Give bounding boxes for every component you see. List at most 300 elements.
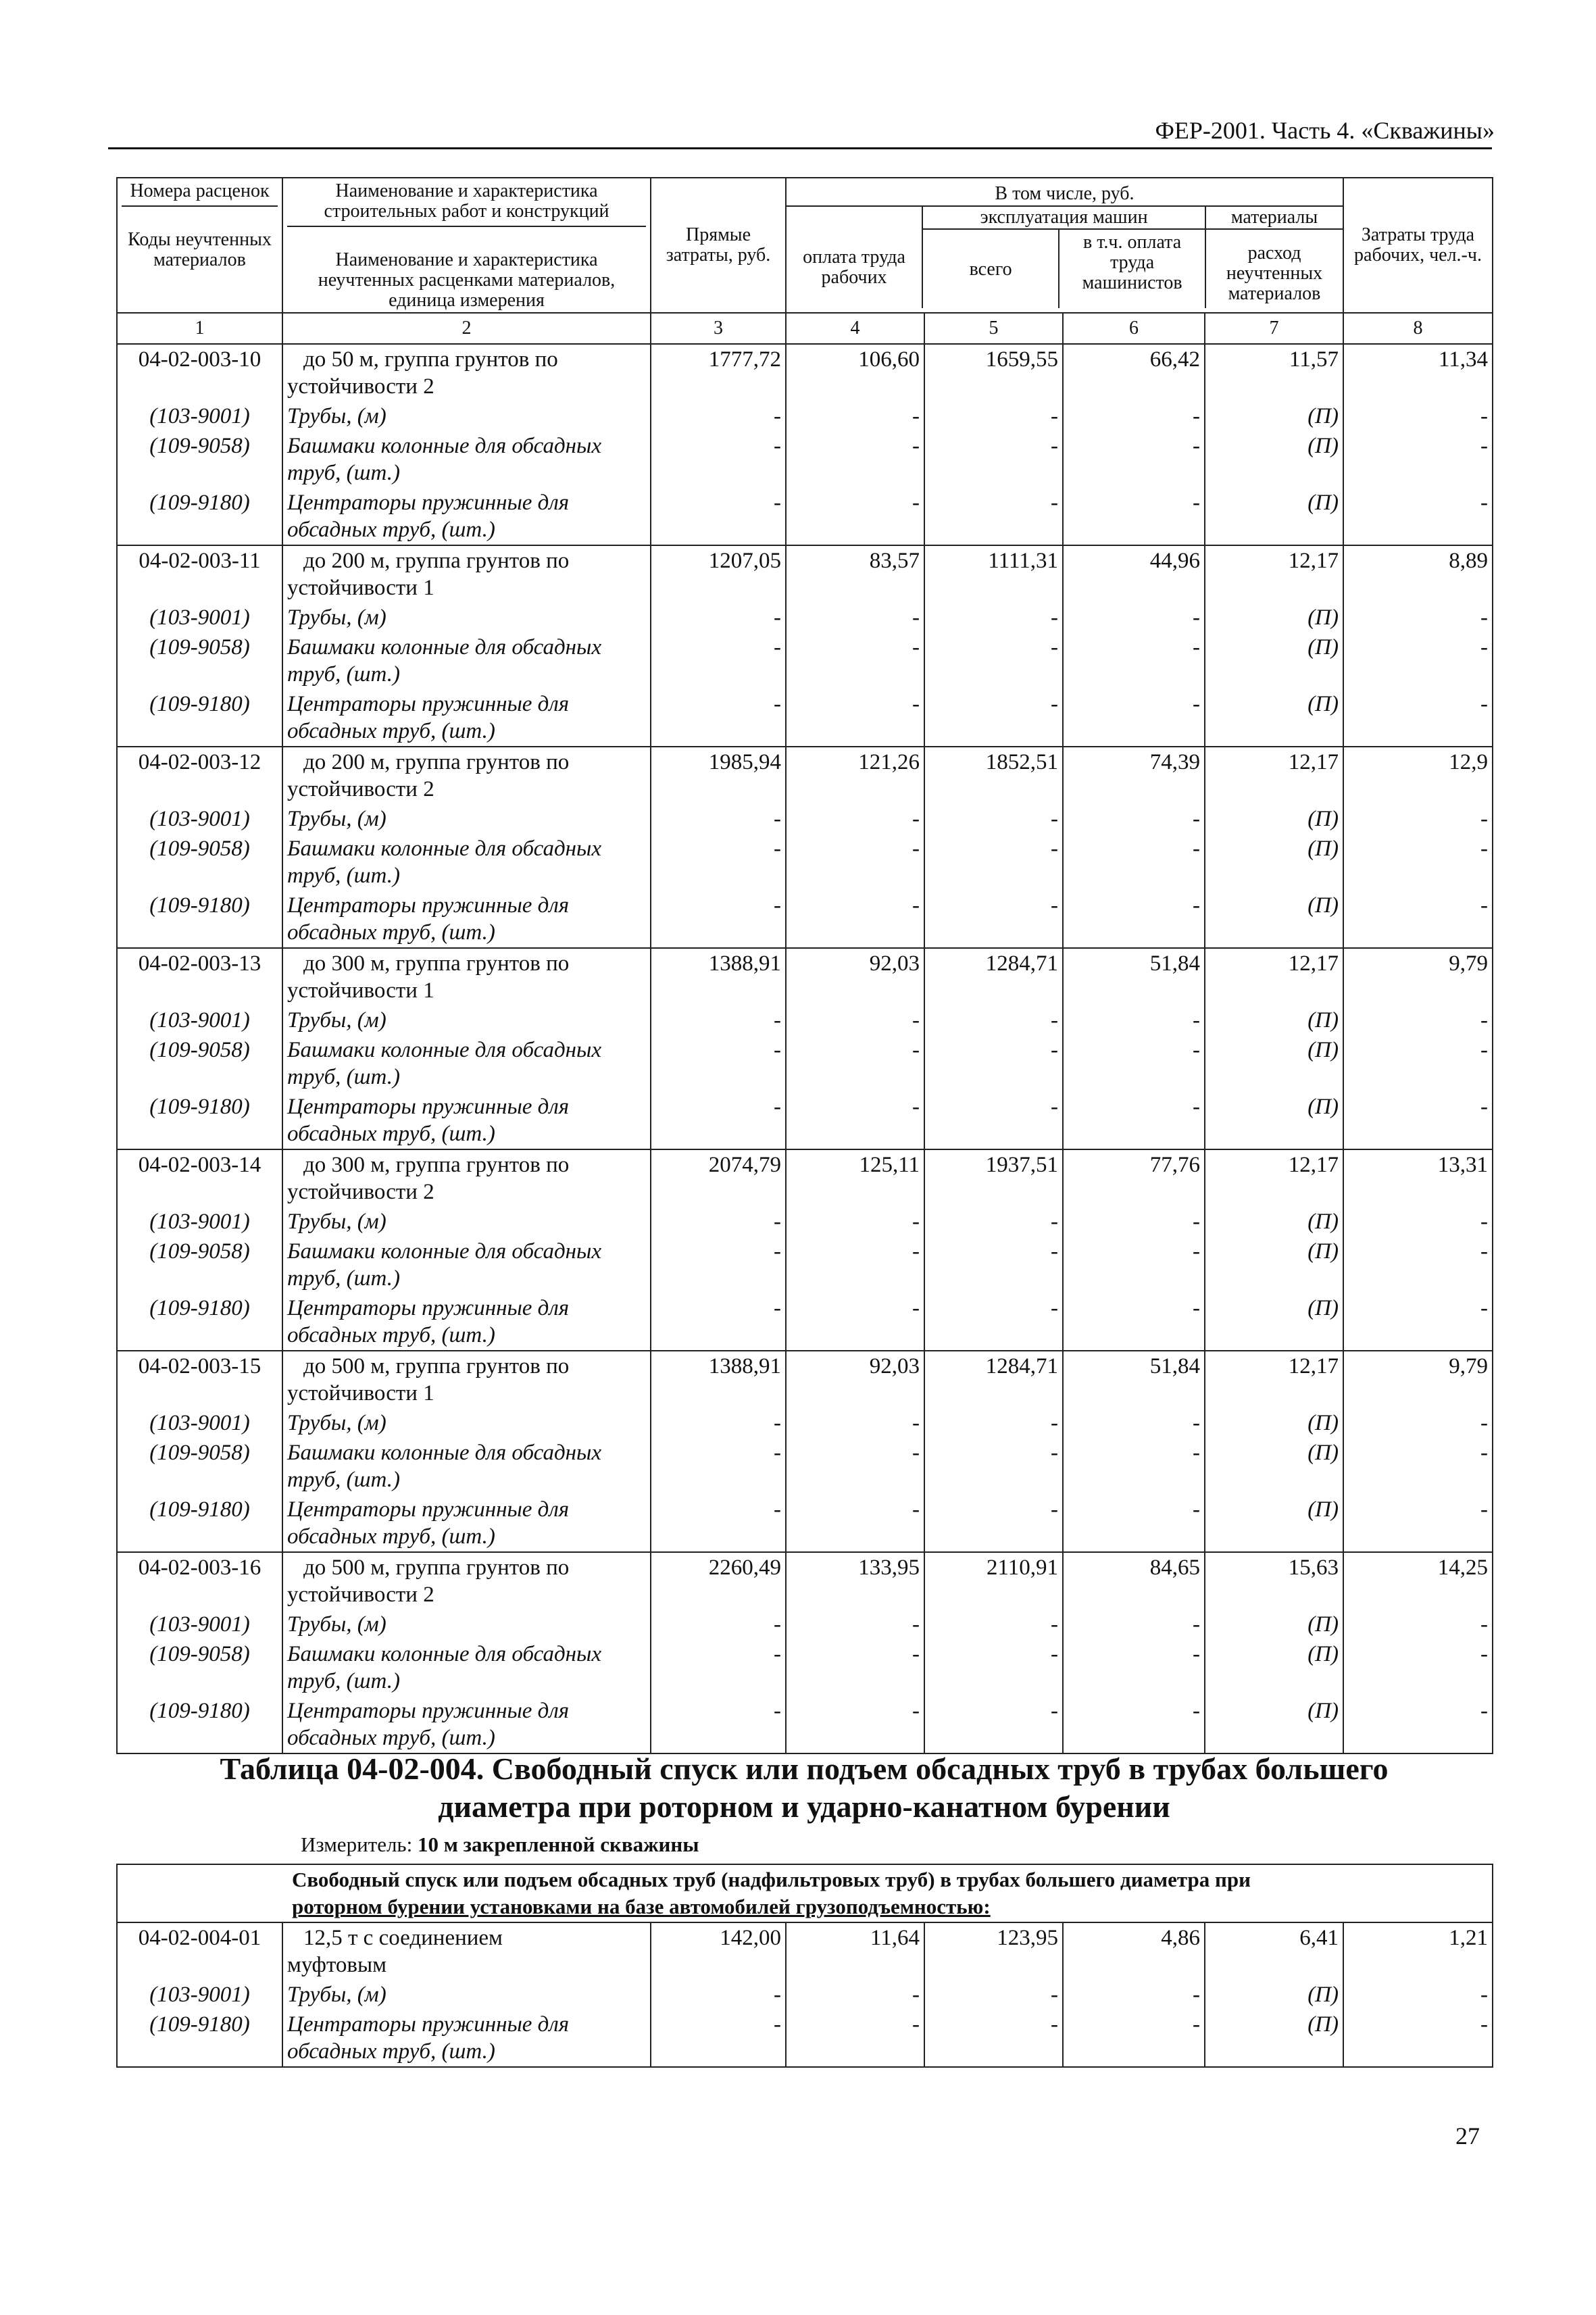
direct-cost: 1388,91 (651, 1351, 786, 1408)
table2-measure (301, 1833, 699, 1857)
table2-material-row (117, 1980, 1493, 2010)
dash-cell: - (924, 1237, 1063, 1293)
material-code: (109-9058) (117, 1237, 282, 1293)
rate-5-main-row (117, 1149, 1493, 1207)
dash-cell: - (1343, 1092, 1493, 1149)
dash-cell: - (786, 1495, 924, 1552)
rate-code: 04-02-003-10 (117, 344, 282, 401)
dash-cell: - (786, 401, 924, 431)
labor-hours: 13,31 (1343, 1149, 1493, 1207)
dash-cell: - (924, 1696, 1063, 1753)
rate-1-main-row (117, 344, 1493, 401)
table2-body (117, 1864, 1493, 2067)
material-code: (109-9180) (117, 1293, 282, 1351)
dash-cell: - (1063, 1035, 1205, 1092)
machines-total: 2110,91 (924, 1552, 1063, 1610)
material-name-line: Центраторы пружинные для (287, 1699, 570, 1723)
colnum-3: 3 (651, 313, 786, 344)
material-name (282, 834, 651, 891)
dash-cell: - (924, 1980, 1063, 2010)
dash-cell: - (924, 488, 1063, 545)
header-codes (117, 178, 282, 313)
p-mark-cell: (П) (1205, 2010, 1343, 2067)
dash-cell: - (1063, 1610, 1205, 1639)
rate-name-line1: до 500 м, группа грунтов по (303, 1354, 570, 1378)
p-mark-cell: (П) (1205, 1639, 1343, 1696)
p-mark-cell: (П) (1205, 401, 1343, 431)
material-code: (103-9001) (117, 603, 282, 632)
p-mark-cell: (П) (1205, 1610, 1343, 1639)
rate-name-line1: до 500 м, группа грунтов по (303, 1555, 570, 1580)
p-mark-cell: (П) (1205, 804, 1343, 834)
material-name-line: обсадных труб, (шт.) (287, 518, 495, 542)
materials: 11,57 (1205, 344, 1343, 401)
machines-labor: 4,86 (1063, 1922, 1205, 1980)
rate-5-material-row (117, 1237, 1493, 1293)
dash-cell: - (651, 834, 786, 891)
material-name-line: Трубы, (м) (287, 1411, 386, 1435)
material-name (282, 1293, 651, 1351)
labor-hours: 1,21 (1343, 1922, 1493, 1980)
dash-cell: - (1063, 804, 1205, 834)
rate-6-material-row (117, 1438, 1493, 1495)
dash-cell: - (1063, 1005, 1205, 1035)
dash-cell: - (786, 1696, 924, 1753)
dash-cell: - (651, 1639, 786, 1696)
rate-name-line1: до 300 м, группа грунтов по (303, 951, 570, 976)
dash-cell: - (1063, 488, 1205, 545)
material-name (282, 804, 651, 834)
dash-cell: - (924, 804, 1063, 834)
dash-cell: - (786, 2010, 924, 2067)
machines-total: 1111,31 (924, 545, 1063, 603)
material-name-line: Центраторы пружинные для (287, 692, 570, 716)
material-name-line: Центраторы пружинные для (287, 1296, 570, 1320)
table2-main-row (117, 1922, 1493, 1980)
dash-cell: - (1343, 431, 1493, 488)
dash-cell: - (651, 632, 786, 689)
dash-cell: - (1343, 401, 1493, 431)
table2-title (116, 1750, 1492, 1826)
rate-name-line2: устойчивости 1 (287, 978, 434, 1003)
material-name-line: Трубы, (м) (287, 807, 386, 831)
material-code: (109-9180) (117, 891, 282, 948)
labor-hours: 9,79 (1343, 1351, 1493, 1408)
material-name-line: труб, (шт.) (287, 1669, 401, 1693)
p-mark-cell: (П) (1205, 1696, 1343, 1753)
direct-cost: 142,00 (651, 1922, 786, 1980)
dash-cell: - (651, 1408, 786, 1438)
dash-cell: - (1343, 1035, 1493, 1092)
dash-cell: - (786, 1207, 924, 1237)
dash-cell: - (1063, 401, 1205, 431)
materials: 12,17 (1205, 1351, 1343, 1408)
machines-labor: 74,39 (1063, 747, 1205, 804)
rates-body (117, 344, 1493, 1753)
machines-total: 1659,55 (924, 344, 1063, 401)
dash-cell: - (924, 603, 1063, 632)
dash-cell: - (786, 488, 924, 545)
dash-cell: - (1063, 1092, 1205, 1149)
dash-cell: - (1063, 891, 1205, 948)
dash-cell: - (1063, 1495, 1205, 1552)
material-name-line: труб, (шт.) (287, 1468, 401, 1492)
material-name-line: Центраторы пружинные для (287, 491, 570, 515)
dash-cell: - (786, 689, 924, 747)
material-name-line: труб, (шт.) (287, 662, 401, 687)
labor-hours: 9,79 (1343, 948, 1493, 1005)
machines-labor: 77,76 (1063, 1149, 1205, 1207)
header-materials: материалы (1206, 207, 1343, 230)
dash-cell: - (924, 689, 1063, 747)
material-name (282, 891, 651, 948)
header-machines-incl: в т.ч. оплата труда машинистов (1082, 232, 1182, 293)
material-name-line: Трубы, (м) (287, 404, 386, 428)
dash-cell: - (1343, 804, 1493, 834)
page-number: 27 (1455, 2122, 1480, 2149)
direct-cost: 1777,72 (651, 344, 786, 401)
dash-cell: - (786, 431, 924, 488)
header-direct: Прямые затраты, руб. (651, 178, 786, 313)
materials: 12,17 (1205, 948, 1343, 1005)
p-mark-cell: (П) (1205, 1980, 1343, 2010)
dash-cell: - (1063, 1696, 1205, 1753)
rate-name-line1: до 200 м, группа грунтов по (303, 750, 570, 774)
machines-labor: 51,84 (1063, 948, 1205, 1005)
material-code: (103-9001) (117, 1005, 282, 1035)
measure-label: Измеритель: (301, 1833, 413, 1856)
machines-labor: 66,42 (1063, 344, 1205, 401)
dash-cell: - (1343, 1408, 1493, 1438)
dash-cell: - (1063, 1207, 1205, 1237)
table2-section-head (117, 1864, 1493, 1922)
material-name (282, 1438, 651, 1495)
dash-cell: - (651, 1293, 786, 1351)
header-incl: В том числе, руб. (787, 182, 1343, 207)
section-line2: роторном бурении установками на базе автомобилей грузоподъемностью: (292, 1895, 991, 1918)
dash-cell: - (1343, 1207, 1493, 1237)
material-name-line: Башмаки колонные для обсадных (287, 837, 602, 861)
rate-code: 04-02-003-11 (117, 545, 282, 603)
header-labor-pay: оплата труда рабочих (787, 207, 923, 308)
materials: 6,41 (1205, 1922, 1343, 1980)
rate-name-line2: устойчивости 2 (287, 1583, 434, 1607)
labor-hours: 11,34 (1343, 344, 1493, 401)
material-name-line: обсадных труб, (шт.) (287, 719, 495, 743)
table2-title-line1: Таблица 04-02-004. Свободный спуск или подъем обсадных труб в трубах большего (220, 1751, 1389, 1786)
material-name-line: Центраторы пружинные для (287, 1095, 570, 1119)
dash-cell: - (1063, 1293, 1205, 1351)
material-name-line: Трубы, (м) (287, 1008, 386, 1032)
rate-6-material-row (117, 1495, 1493, 1552)
dash-cell: - (651, 1237, 786, 1293)
dash-cell: - (651, 1092, 786, 1149)
rate-name-line2: устойчивости 2 (287, 777, 434, 801)
dash-cell: - (651, 401, 786, 431)
material-name (282, 1005, 651, 1035)
rate-code: 04-02-003-14 (117, 1149, 282, 1207)
dash-cell: - (786, 1610, 924, 1639)
machines-labor: 51,84 (1063, 1351, 1205, 1408)
material-name-line: Трубы, (м) (287, 605, 386, 630)
materials: 12,17 (1205, 1149, 1343, 1207)
material-code: (109-9180) (117, 488, 282, 545)
material-name (282, 1207, 651, 1237)
dash-cell: - (1343, 1980, 1493, 2010)
dash-cell: - (786, 1237, 924, 1293)
material-name-line: Башмаки колонные для обсадных (287, 1441, 602, 1465)
table2-title-line2: диаметра при роторном и ударно-канатном бурении (438, 1789, 1170, 1824)
dash-cell: - (1063, 431, 1205, 488)
material-name (282, 1980, 651, 2010)
rate-4-material-row (117, 1035, 1493, 1092)
rate-5-material-row (117, 1207, 1493, 1237)
dash-cell: - (1063, 1639, 1205, 1696)
rate-4-material-row (117, 1092, 1493, 1149)
rate-name-line2: устойчивости 2 (287, 1180, 434, 1204)
dash-cell: - (786, 603, 924, 632)
dash-cell: - (1343, 1639, 1493, 1696)
material-name-line: обсадных труб, (шт.) (287, 1524, 495, 1549)
dash-cell: - (924, 1408, 1063, 1438)
machines-total: 1937,51 (924, 1149, 1063, 1207)
rate-2-main-row (117, 545, 1493, 603)
running-header: ФЕР-2001. Часть 4. «Скважины» (1155, 117, 1495, 144)
dash-cell: - (1063, 1980, 1205, 2010)
dash-cell: - (1343, 603, 1493, 632)
p-mark-cell: (П) (1205, 488, 1343, 545)
dash-cell: - (924, 1438, 1063, 1495)
labor-pay: 83,57 (786, 545, 924, 603)
rate-name (282, 545, 651, 603)
dash-cell: - (786, 891, 924, 948)
header-col1-top: Номера расценок (122, 181, 278, 207)
material-code: (109-9058) (117, 1438, 282, 1495)
p-mark-cell: (П) (1205, 1207, 1343, 1237)
p-mark-cell: (П) (1205, 632, 1343, 689)
dash-cell: - (1343, 1438, 1493, 1495)
material-code: (109-9180) (117, 1092, 282, 1149)
labor-hours: 14,25 (1343, 1552, 1493, 1610)
rate-name (282, 948, 651, 1005)
material-name-line: Башмаки колонные для обсадных (287, 1642, 602, 1666)
machines-total: 123,95 (924, 1922, 1063, 1980)
dash-cell: - (651, 2010, 786, 2067)
rate-code: 04-02-003-15 (117, 1351, 282, 1408)
colnum-2: 2 (282, 313, 651, 344)
dash-cell: - (786, 1005, 924, 1035)
material-name-line: обсадных труб, (шт.) (287, 920, 495, 945)
direct-cost: 2074,79 (651, 1149, 786, 1207)
dash-cell: - (651, 1438, 786, 1495)
p-mark-cell: (П) (1205, 1092, 1343, 1149)
material-name (282, 632, 651, 689)
dash-cell: - (786, 804, 924, 834)
dash-cell: - (924, 1639, 1063, 1696)
material-code: (109-9180) (117, 689, 282, 747)
dash-cell: - (924, 1610, 1063, 1639)
material-name (282, 1237, 651, 1293)
material-name (282, 1092, 651, 1149)
labor-pay: 121,26 (786, 747, 924, 804)
material-name (282, 689, 651, 747)
direct-cost: 1985,94 (651, 747, 786, 804)
rate-6-main-row (117, 1351, 1493, 1408)
material-name (282, 1495, 651, 1552)
rate-name (282, 747, 651, 804)
material-name (282, 1639, 651, 1696)
dash-cell: - (924, 1035, 1063, 1092)
material-name (282, 488, 651, 545)
dash-cell: - (651, 891, 786, 948)
rate-6-material-row (117, 1408, 1493, 1438)
material-name-line: Центраторы пружинные для (287, 893, 570, 918)
direct-cost: 1388,91 (651, 948, 786, 1005)
rate-3-material-row (117, 834, 1493, 891)
dash-cell: - (651, 1495, 786, 1552)
dash-cell: - (1343, 1495, 1493, 1552)
p-mark-cell: (П) (1205, 1495, 1343, 1552)
material-name-line: труб, (шт.) (287, 461, 401, 485)
rate-3-main-row (117, 747, 1493, 804)
rate-name (282, 1922, 651, 1980)
rate-4-main-row (117, 948, 1493, 1005)
rate-code: 04-02-003-16 (117, 1552, 282, 1610)
material-code: (109-9180) (117, 2010, 282, 2067)
material-code: (109-9058) (117, 834, 282, 891)
dash-cell: - (786, 1438, 924, 1495)
direct-cost: 2260,49 (651, 1552, 786, 1610)
p-mark-cell: (П) (1205, 1408, 1343, 1438)
colnum-4: 4 (786, 313, 924, 344)
rate-name-line2: устойчивости 1 (287, 1381, 434, 1405)
dash-cell: - (1063, 1438, 1205, 1495)
header-incl-group (786, 178, 1343, 313)
header-labor-cost: Затраты труда рабочих, чел.-ч. (1343, 178, 1493, 313)
material-name (282, 401, 651, 431)
rate-name-line1: до 50 м, группа грунтов по (303, 347, 558, 372)
dash-cell: - (786, 632, 924, 689)
p-mark-cell: (П) (1205, 1438, 1343, 1495)
table2-material-row (117, 2010, 1493, 2067)
rate-1-material-row (117, 401, 1493, 431)
rate-name (282, 1552, 651, 1610)
header-names (282, 178, 651, 313)
machines-total: 1852,51 (924, 747, 1063, 804)
machines-labor: 84,65 (1063, 1552, 1205, 1610)
labor-pay: 92,03 (786, 1351, 924, 1408)
direct-cost: 1207,05 (651, 545, 786, 603)
dash-cell: - (1063, 1237, 1205, 1293)
dash-cell: - (1343, 834, 1493, 891)
rate-7-main-row (117, 1552, 1493, 1610)
dash-cell: - (1063, 2010, 1205, 2067)
material-code: (103-9001) (117, 1610, 282, 1639)
material-code: (109-9058) (117, 1035, 282, 1092)
dash-cell: - (651, 1207, 786, 1237)
material-code: (109-9180) (117, 1495, 282, 1552)
dash-cell: - (1063, 632, 1205, 689)
material-name-line: Трубы, (м) (287, 1210, 386, 1234)
labor-pay: 133,95 (786, 1552, 924, 1610)
colnum-6: 6 (1063, 313, 1205, 344)
p-mark-cell: (П) (1205, 603, 1343, 632)
dash-cell: - (786, 1980, 924, 2010)
material-code: (103-9001) (117, 1207, 282, 1237)
material-name-line: обсадных труб, (шт.) (287, 2039, 495, 2064)
dash-cell: - (924, 1092, 1063, 1149)
dash-cell: - (1343, 1610, 1493, 1639)
header-rule (108, 147, 1492, 149)
material-code: (109-9058) (117, 431, 282, 488)
material-name-line: труб, (шт.) (287, 1266, 401, 1291)
rates-table (116, 177, 1493, 1754)
dash-cell: - (651, 431, 786, 488)
rate-name-line2: устойчивости 1 (287, 576, 434, 600)
rate-name (282, 1351, 651, 1408)
dash-cell: - (1063, 1408, 1205, 1438)
dash-cell: - (651, 1005, 786, 1035)
machines-total: 1284,71 (924, 948, 1063, 1005)
material-name-line: Башмаки колонные для обсадных (287, 635, 602, 659)
material-name-line: Центраторы пружинные для (287, 2012, 570, 2037)
colnum-7: 7 (1205, 313, 1343, 344)
dash-cell: - (1343, 488, 1493, 545)
table2 (116, 1864, 1493, 2068)
dash-cell: - (1343, 1005, 1493, 1035)
colnum-1: 1 (117, 313, 282, 344)
rate-2-material-row (117, 632, 1493, 689)
dash-cell: - (924, 1207, 1063, 1237)
rate-code: 04-02-003-12 (117, 747, 282, 804)
header-materials-expense: расход неучтенных материалов (1226, 243, 1323, 304)
rate-name-line2: устойчивости 2 (287, 374, 434, 399)
dash-cell: - (786, 1639, 924, 1696)
dash-cell: - (1343, 632, 1493, 689)
dash-cell: - (924, 632, 1063, 689)
dash-cell: - (651, 689, 786, 747)
dash-cell: - (1343, 1696, 1493, 1753)
material-code: (103-9001) (117, 1980, 282, 2010)
dash-cell: - (651, 1035, 786, 1092)
rate-2-material-row (117, 689, 1493, 747)
material-name-line: Башмаки колонные для обсадных (287, 1239, 602, 1264)
rate-4-material-row (117, 1005, 1493, 1035)
dash-cell: - (651, 488, 786, 545)
material-code: (109-9058) (117, 632, 282, 689)
column-numbers-row (117, 313, 1493, 344)
section-line1: Свободный спуск или подъем обсадных труб (надфильтровых труб) в трубах большего диаметра при (292, 1868, 1251, 1891)
material-code: (109-9058) (117, 1639, 282, 1696)
material-name (282, 1610, 651, 1639)
material-code: (103-9001) (117, 1408, 282, 1438)
header-col1-bottom: Коды неучтенных материалов (128, 229, 272, 270)
dash-cell: - (924, 834, 1063, 891)
measure-value: 10 м закрепленной скважины (417, 1833, 699, 1856)
machines-total: 1284,71 (924, 1351, 1063, 1408)
header-machines-total: всего (923, 230, 1059, 308)
rate-code: 04-02-003-13 (117, 948, 282, 1005)
rate-name-line1: до 200 м, группа грунтов по (303, 549, 570, 573)
rate-code: 04-02-004-01 (117, 1922, 282, 1980)
material-name-line: Центраторы пружинные для (287, 1497, 570, 1522)
rate-name (282, 344, 651, 401)
material-name (282, 431, 651, 488)
header-col2-top: Наименование и характеристика строительных работ и конструкций (287, 181, 646, 227)
material-code: (103-9001) (117, 804, 282, 834)
material-code: (109-9180) (117, 1696, 282, 1753)
rate-7-material-row (117, 1639, 1493, 1696)
